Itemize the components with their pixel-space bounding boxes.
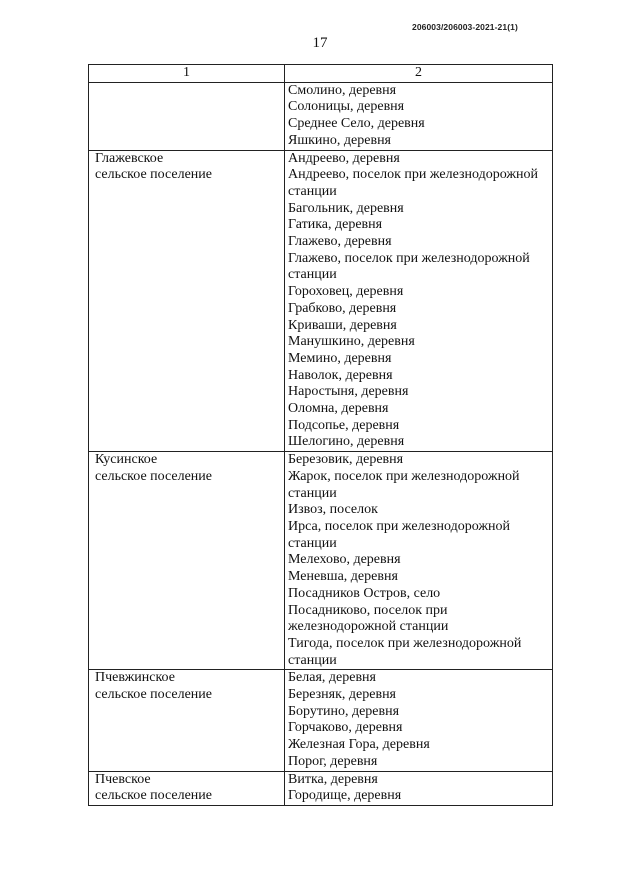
place-name-line: Тигода, поселок при железнодорожной bbox=[288, 635, 522, 651]
district-name-line: сельское поселение bbox=[95, 167, 212, 183]
place-name-line: Криваши, деревня bbox=[288, 317, 397, 333]
place-name-line: Смолино, деревня bbox=[288, 82, 397, 98]
place-name-line: Шелогино, деревня bbox=[288, 434, 405, 450]
place-name-line: Багольник, деревня bbox=[288, 200, 404, 216]
settlement-places-cell bbox=[285, 452, 553, 670]
settlements-table bbox=[88, 64, 553, 806]
place-name-line: Извоз, поселок bbox=[288, 502, 378, 518]
place-name-line: Белая, деревня bbox=[288, 670, 376, 686]
table-body bbox=[89, 82, 553, 805]
district-name-line: сельское поселение bbox=[95, 687, 212, 703]
column-header-1: 1 bbox=[89, 65, 285, 83]
table-row bbox=[89, 82, 553, 150]
place-name-line: Порог, деревня bbox=[288, 753, 378, 769]
place-name-line: Грабково, деревня bbox=[288, 300, 397, 316]
place-name-line: Андреево, деревня bbox=[288, 150, 400, 166]
place-name-line: Глажево, поселок при железнодорожной bbox=[288, 250, 530, 266]
place-name-line: Манушкино, деревня bbox=[288, 334, 415, 350]
place-name-line: Жарок, поселок при железнодорожной bbox=[288, 468, 520, 484]
district-name-line: Глажевское bbox=[95, 150, 164, 166]
place-name-line: Горчаково, деревня bbox=[288, 720, 403, 736]
place-name-line: Городище, деревня bbox=[288, 788, 402, 804]
table-row bbox=[89, 670, 553, 771]
place-name-line: Среднее Село, деревня bbox=[288, 116, 425, 132]
place-name-line: Витка, деревня bbox=[288, 771, 378, 787]
place-name-line: Мемино, деревня bbox=[288, 350, 392, 366]
settlement-places-cell bbox=[285, 82, 553, 150]
place-name-line: Ирса, поселок при железнодорожной bbox=[288, 518, 511, 534]
place-name-line: станции bbox=[288, 535, 337, 551]
district-name-line: сельское поселение bbox=[95, 468, 212, 484]
place-name-line: Железная Гора, деревня bbox=[288, 737, 430, 753]
document-code: 206003/206003-2021-21(1) bbox=[412, 22, 518, 32]
table-row bbox=[89, 452, 553, 670]
table-header bbox=[89, 65, 553, 83]
place-name-line: Яшкино, деревня bbox=[288, 132, 391, 148]
settlement-district-cell bbox=[89, 82, 285, 150]
place-name-line: железнодорожной станции bbox=[288, 619, 449, 635]
place-name-line: станции bbox=[288, 485, 337, 501]
settlement-district-cell bbox=[89, 452, 285, 670]
place-name-line: Посадниково, поселок при bbox=[288, 602, 448, 618]
place-name-line: Андреево, поселок при железнодорожной bbox=[288, 167, 539, 183]
table-row bbox=[89, 150, 553, 452]
district-name-line: сельское поселение bbox=[95, 788, 212, 804]
table-row bbox=[89, 771, 553, 805]
district-name-line: Пчевжинское bbox=[95, 670, 175, 686]
settlement-district-cell bbox=[89, 771, 285, 805]
place-name-line: Наволок, деревня bbox=[288, 367, 393, 383]
settlement-places-cell bbox=[285, 670, 553, 771]
place-name-line: станции bbox=[288, 267, 337, 283]
settlement-places-cell bbox=[285, 771, 553, 805]
settlement-district-cell bbox=[89, 670, 285, 771]
page-number: 17 bbox=[312, 35, 328, 51]
place-name-line: Гатика, деревня bbox=[288, 217, 383, 233]
settlement-places-cell bbox=[285, 150, 553, 452]
place-name-line: Подсопье, деревня bbox=[288, 417, 400, 433]
district-name-line: Пчевское bbox=[95, 771, 151, 787]
district-name-line: Кусинское bbox=[95, 452, 158, 468]
column-header-2: 2 bbox=[285, 65, 553, 83]
settlement-district-cell bbox=[89, 150, 285, 452]
place-name-line: Березовик, деревня bbox=[288, 452, 404, 468]
place-name-line: Мелехово, деревня bbox=[288, 552, 401, 568]
place-name-line: Березняк, деревня bbox=[288, 687, 396, 703]
place-name-line: Солоницы, деревня bbox=[288, 99, 405, 115]
place-name-line: станции bbox=[288, 652, 337, 668]
place-name-line: станции bbox=[288, 183, 337, 199]
place-name-line: Глажево, деревня bbox=[288, 234, 392, 250]
place-name-line: Наростыня, деревня bbox=[288, 384, 409, 400]
place-name-line: Гороховец, деревня bbox=[288, 284, 404, 300]
place-name-line: Борутино, деревня bbox=[288, 703, 400, 719]
place-name-line: Меневша, деревня bbox=[288, 569, 398, 585]
place-name-line: Оломна, деревня bbox=[288, 401, 389, 417]
place-name-line: Посадников Остров, село bbox=[288, 585, 441, 601]
header-row bbox=[89, 65, 553, 83]
